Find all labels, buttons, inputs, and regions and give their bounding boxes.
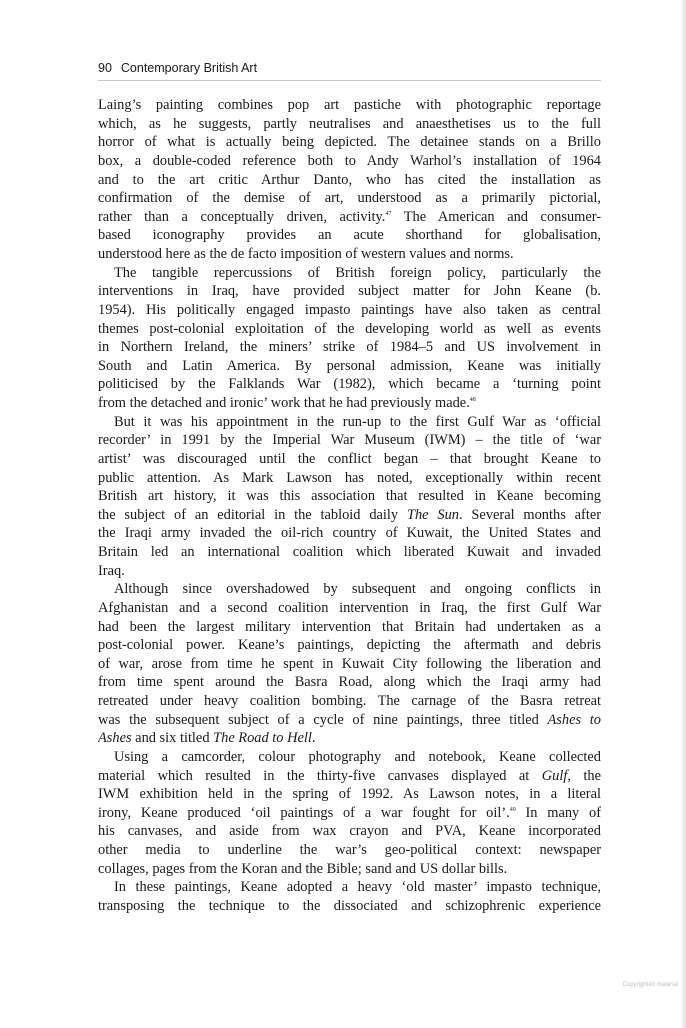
text-line: which, as he suggests, partly neutralises and anaesthetises us to the full xyxy=(98,115,601,132)
text-line: collages, pages from the Koran and the Bible; sand and US dollar bills. xyxy=(98,860,508,877)
text-line: post-colonial power. Keane’s paintings, depicting the aftermath and debris xyxy=(98,637,601,654)
text-line: artist’ was discouraged until the conflict began – that brought Keane to xyxy=(98,450,601,467)
text-line xyxy=(98,767,601,786)
text-line: politicised by the Falklands War (1982), which became a ‘turning point xyxy=(98,376,601,393)
text-line: based iconography provides an acute shorthand for globalisation, xyxy=(98,227,601,244)
artwork-title: Ashes xyxy=(98,730,132,747)
text-line: from time spent around the Basra Road, along which the Iraqi army had xyxy=(98,674,601,691)
running-title: Contemporary British Art xyxy=(120,61,258,75)
text-line: Using a camcorder, colour photography and notebook, Keane collected xyxy=(114,748,601,765)
artwork-title: Ashes to xyxy=(547,711,601,728)
text-run: irony, Keane produced ‘oil paintings of a war fought for oil’. xyxy=(98,804,510,821)
text-run: was the subsequent subject of a cycle of nine paintings, three titled xyxy=(98,711,548,728)
artwork-title: The Road to Hell xyxy=(213,730,312,747)
paragraph-5 xyxy=(98,748,601,878)
text-line: IWM exhibition held in the spring of 1992. As Lawson notes, in a literal xyxy=(98,786,601,803)
text-line xyxy=(98,394,601,413)
text-line xyxy=(98,711,601,730)
text-run: . Several months after xyxy=(458,506,601,523)
text-line: But it was his appointment in the run-up to the first Gulf War as ‘official xyxy=(114,413,601,430)
text-run: the subject of an editorial in the tabloid daily xyxy=(98,506,407,523)
text-line: Laing’s painting combines pop art pastiche with photographic reportage xyxy=(98,97,601,113)
page-number: 90 xyxy=(98,61,112,75)
text-line: The tangible repercussions of British foreign policy, particularly the xyxy=(114,264,601,281)
copyright-watermark: Copyrighted material xyxy=(622,982,678,988)
text-line: Afghanistan and a second coalition intervention in Iraq, the first Gulf War xyxy=(98,599,601,616)
text-line: in Northern Ireland, the miners’ strike of 1984–5 and US involvement in xyxy=(98,339,601,356)
paragraph-2 xyxy=(98,264,601,413)
body-text xyxy=(98,96,601,916)
text-line: other media to underline the war’s geo-political context: newspaper xyxy=(98,842,601,858)
text-line: confirmation of the demise of art, understood as a primarily pictorial, xyxy=(98,190,601,207)
text-line: public attention. As Mark Lawson has noted, exceptionally within recent xyxy=(98,469,601,486)
text-run: from the detached and ironic’ work that he had previously made. xyxy=(98,395,470,411)
text-line: Although since overshadowed by subsequent and ongoing conflicts in xyxy=(114,581,601,598)
text-line: box, a double-coded reference both to Andy Warhol’s installation of 1964 xyxy=(98,152,601,169)
text-line: retreated under heavy coalition bombing. The carnage of the Basra retreat xyxy=(98,693,601,709)
paragraph-4 xyxy=(98,580,601,748)
text-line: recorder’ in 1991 by the Imperial War Museum (IWM) – the title of ‘war xyxy=(98,432,601,449)
text-line: South and Latin America. By personal admission, Keane was initially xyxy=(98,357,601,374)
paragraph-3 xyxy=(98,413,601,581)
text-run: rather than a conceptually driven, activity. xyxy=(98,208,386,225)
text-line xyxy=(98,729,601,748)
text-line: Britain led an international coalition which liberated Kuwait and invaded xyxy=(98,544,601,560)
text-line: In these paintings, Keane adopted a heavy ‘old master’ impasto technique, xyxy=(114,879,601,896)
text-run: and six titled xyxy=(131,730,214,747)
newspaper-title: The Sun xyxy=(406,506,459,523)
text-line: had been the largest military intervention that Britain had undertaken as a xyxy=(98,618,601,635)
text-line: and to the art critic Arthur Danto, who has cited the installation as xyxy=(98,171,601,188)
text-run: In many of xyxy=(515,804,601,821)
text-line: Iraq. xyxy=(98,562,125,579)
exhibition-title: Gulf xyxy=(541,767,568,784)
page-edge xyxy=(680,0,686,1028)
paragraph-1 xyxy=(98,96,601,264)
text-line: 1954). His politically engaged impasto paintings have also taken as central xyxy=(98,301,601,318)
text-run: material which resulted in the thirty-five canvases displayed at xyxy=(98,767,542,784)
text-run: , the xyxy=(567,767,601,784)
footnote-ref-49: 49 xyxy=(509,806,516,813)
footnote-ref-47: 47 xyxy=(385,210,392,217)
text-line: interventions in Iraq, have provided subject matter for John Keane (b. xyxy=(98,283,601,300)
text-line xyxy=(98,804,601,823)
text-line: themes post-colonial exploitation of the developing world as well as events xyxy=(98,320,601,337)
text-line: understood here as the de facto imposition of western values and norms. xyxy=(98,246,514,262)
text-run: The American and consumer- xyxy=(391,208,601,225)
text-line: his canvases, and aside from wax crayon and PVA, Keane incorporated xyxy=(98,823,601,840)
text-line: horror of what is actually being depicted. The detainee stands on a Brillo xyxy=(98,134,601,151)
text-line xyxy=(98,208,601,227)
text-run: . xyxy=(311,730,316,747)
text-line: transposing the technique to the dissociated and schizophrenic experience xyxy=(98,897,601,914)
text-line: of war, arose from time he spent in Kuwait City following the liberation and xyxy=(98,655,601,672)
text-line: British art history, it was this association that resulted in Keane becoming xyxy=(98,488,601,505)
running-head xyxy=(98,58,601,81)
paragraph-6 xyxy=(98,878,601,915)
footnote-ref-48: 48 xyxy=(469,397,476,403)
text-line: the Iraqi army invaded the oil-rich country of Kuwait, the United States and xyxy=(98,525,601,542)
text-line xyxy=(98,506,601,525)
